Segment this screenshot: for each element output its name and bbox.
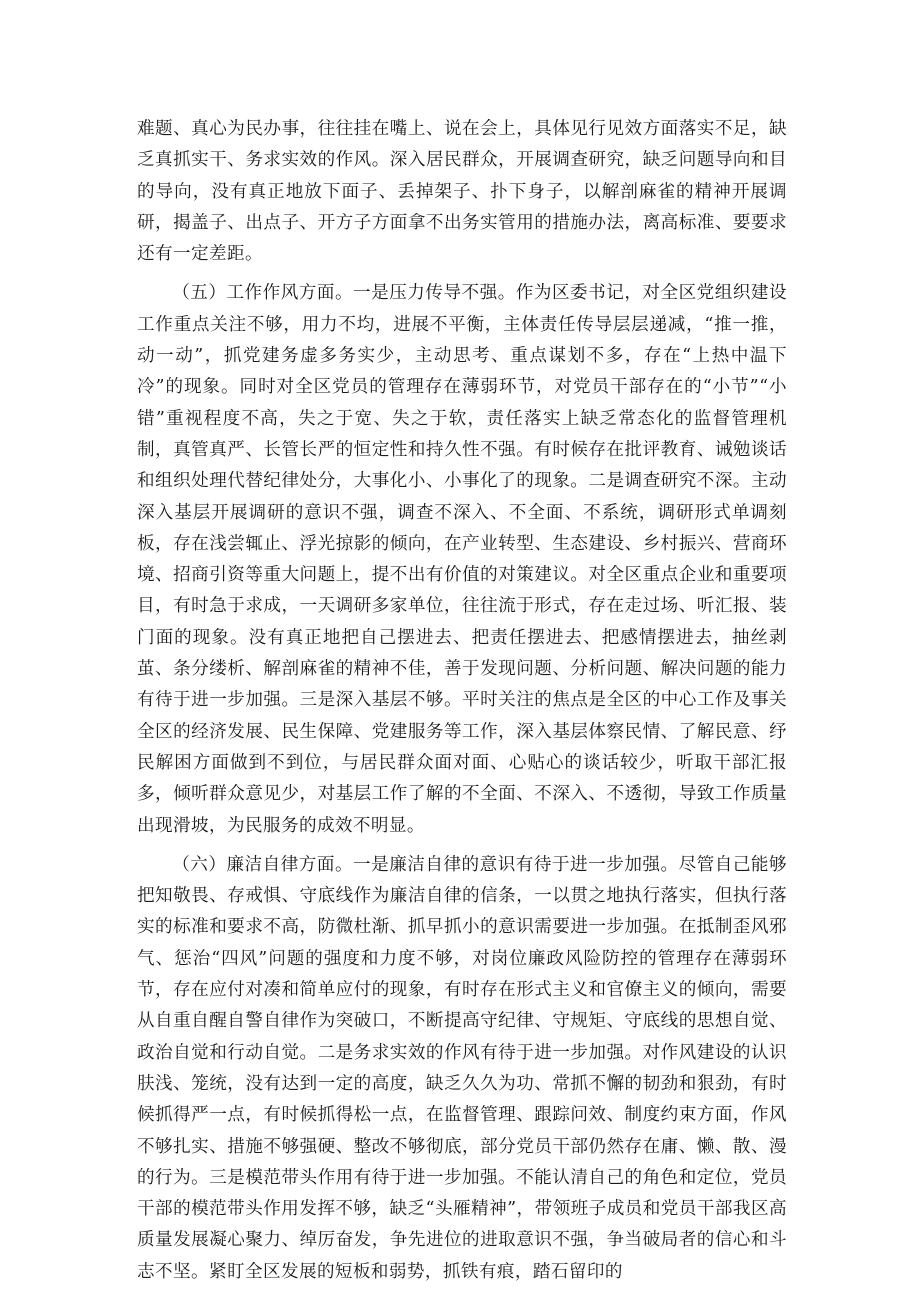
document-body: [137, 114, 787, 1296]
paragraph-integrity: （六）廉洁自律方面。一是廉洁自律的意识有待于进一步加强。尽管自己能够把知敬畏、存戒惧、守底线作为廉洁自律的信条，一以贯之地执行落实，但执行落实的标准和要求不高，防微杜渐、抓早抓小的意识需要进一步加强。在抵制歪风邪气、惩治“四风”问题的强度和力度不够，对岗位廉政风险防控的管理存在薄弱环节，存在应付对凑和简单应付的现象，有时存在形式主义和官僚主义的倾向，需要从自重自醒自警自律作为突破口，不断提高守纪律、守规矩、守底线的思想自觉、政治自觉和行动自觉。二是务求实效的作风有待于进一步加强。对作风建设的认识肤浅、笼统，没有达到一定的高度，缺乏久久为功、常抓不懈的韧劲和狠劲，有时候抓得严一点，有时候抓得松一点，在监督管理、跟踪问效、制度约束方面，作风不够扎实、措施不够强硬、整改不够彻底，部分党员干部仍然存在庸、懒、散、漫的行为。三是模范带头作用有待于进一步加强。不能认清自己的角色和定位，党员干部的模范带头作用发挥不够，缺乏“头雁精神”，带领班子成员和党员干部我区高质量发展凝心聚力、绰厉奋发，争先进位的进取意识不强，争当破局者的信心和斗志不坚。紧盯全区发展的短板和弱势，抓铁有痕，踏石留印的: [137, 854, 787, 1282]
paragraph-continuation: 难题、真心为民办事，往往挂在嘴上、说在会上，具体见行见效方面落实不足，缺乏真抓实干、务求实效的作风。深入居民群众，开展调查研究，缺乏问题导向和目的导向，没有真正地放下面子、丢掉架子、扑下身子，以解剖麻雀的精神开展调研，揭盖子、出点子、开方子方面拿不出务实管用的措施办法，离高标准、要要求还有一定差距。: [137, 119, 787, 265]
paragraph-work-style: （五）工作作风方面。一是压力传导不强。作为区委书记，对全区党组织建设工作重点关注不够，用力不均，进展不平衡，主体责任传导层层递减，“推一推，动一动”，抓党建务虚多务实少，主动思考、重点谋划不多，存在“上热中温下冷”的现象。同时对全区党员的管理存在薄弱环节，对党员干部存在的“小节”“小错”重视程度不高，失之于宽、失之于软，责任落实上缺乏常态化的监督管理机制，真管真严、长管长严的恒定性和持久性不强。有时候存在批评教育、诫勉谈话和组织处理代替纪律处分，大事化小、小事化了的现象。二是调查研究不深。主动深入基层开展调研的意识不强，调查不深入、不全面、不系统，调研形式单调刻板，存在浅尝辄止、浮光掠影的倾向，在产业转型、生态建设、乡村振兴、营商环境、招商引资等重大问题上，提不出有价值的对策建议。对全区重点企业和重要项目，有时急于求成，一天调研多家单位，往往流于形式，存在走过场、听汇报、装门面的现象。没有真正地把自己摆进去、把责任摆进去、把感情摆进去，抽丝剥茧、条分缕析、解剖麻雀的精神不佳，善于发现问题、分析问题、解决问题的能力有待于进一步加强。三是深入基层不够。平时关注的焦点是全区的中心工作及事关全区的经济发展、民生保障、党建服务等工作，深入基层体察民情、了解民意、纾民解困方面做到不到位，与居民群众面对面、心贴心的谈话较少，听取干部汇报多，倾听群众意见少，对基层工作了解的不全面、不深入、不透彻，导致工作质量出现滑坡，为民服务的成效不明显。: [137, 283, 787, 836]
